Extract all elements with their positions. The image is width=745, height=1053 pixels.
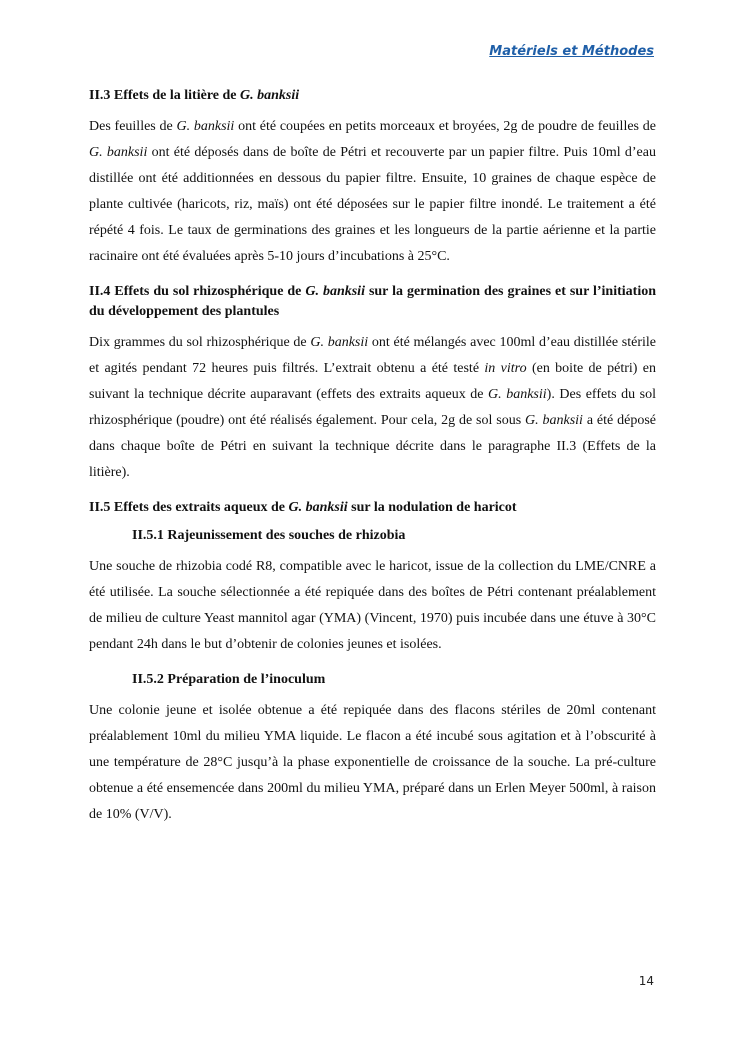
section-heading-2-3: II.3 Effets de la litière de G. banksii — [89, 88, 300, 103]
paragraph-rhizosphere: Dix grammes du sol rhizosphérique de G. banksii ont été mélangés avec 100ml d’eau distillée stérile et agités pendant 72 heures puis filtrés. L’extrait obtenu a été testé in vitro (en boite de pétri) en suivant la technique décrite auparavant (effets des extraits aqueux de G. banksii). Des effets du sol rhizosphérique (poudre) ont été réalisés également. Pour cela, 2g de sol sous G. banksii a été déposé dans chaque boîte de Pétri en suivant la technique décrite dans le paragraphe II.3 (Effets de la litière). — [89, 335, 657, 480]
paragraph-inoculum: Une colonie jeune et isolée obtenue a été repiquée dans des flacons stériles de 20ml contenant préalablement 10ml du milieu YMA liquide. Le flacon a été incubé sous agitation et à l’obscurité à une température de 28°C jusqu’à la phase exponentielle de croissance de la souche. La pré-culture obtenue a été ensemencée dans 200ml du milieu YMA, préparé dans un Erlen Meyer 500ml, à raison de 10% (V/V). — [89, 703, 656, 822]
running-header: Matériels et Méthodes — [489, 44, 654, 59]
page-body — [89, 86, 656, 836]
subsection-heading-2-5-2: II.5.2 Préparation de l’inoculum — [132, 672, 326, 687]
subsection-heading-2-5-1: II.5.1 Rajeunissement des souches de rhizobia — [132, 528, 406, 543]
section-heading-2-4: II.4 Effets du sol rhizosphérique de G. banksii sur la germination des graines et sur l’initiation du développement des plantules — [89, 284, 657, 319]
section-heading-2-5: II.5 Effets des extraits aqueux de G. banksii sur la nodulation de haricot — [89, 500, 517, 515]
paragraph-rhizobia: Une souche de rhizobia codé R8, compatible avec le haricot, issue de la collection du LME/CNRE a été utilisée. La souche sélectionnée a été repiquée dans des boîtes de Pétri contenant préalablement de milieu de culture Yeast mannitol agar (YMA) (Vincent, 1970) puis incubée dans une étuve à 30°C pendant 24h dans le but d’obtenir de colonies jeunes et isolées. — [89, 559, 656, 652]
paragraph-litter: Des feuilles de G. banksii ont été coupées en petits morceaux et broyées, 2g de poudre de feuilles de G. banksii ont été déposés dans de boîte de Pétri et recouverte par un papier filtre. Puis 10ml d’eau distillée ont été additionnées en dessous du papier filtre. Ensuite, 10 graines de chaque espèce de plante cultivée (haricots, riz, maïs) ont été déposées sur le papier filtre inondé. Le traitement a été répété 4 fois. Le taux de germinations des graines et les longueurs de la partie aérienne et la partie racinaire ont été évaluées après 5-10 jours d’incubations à 25°C. — [89, 119, 656, 264]
page-number: 14 — [638, 974, 654, 988]
